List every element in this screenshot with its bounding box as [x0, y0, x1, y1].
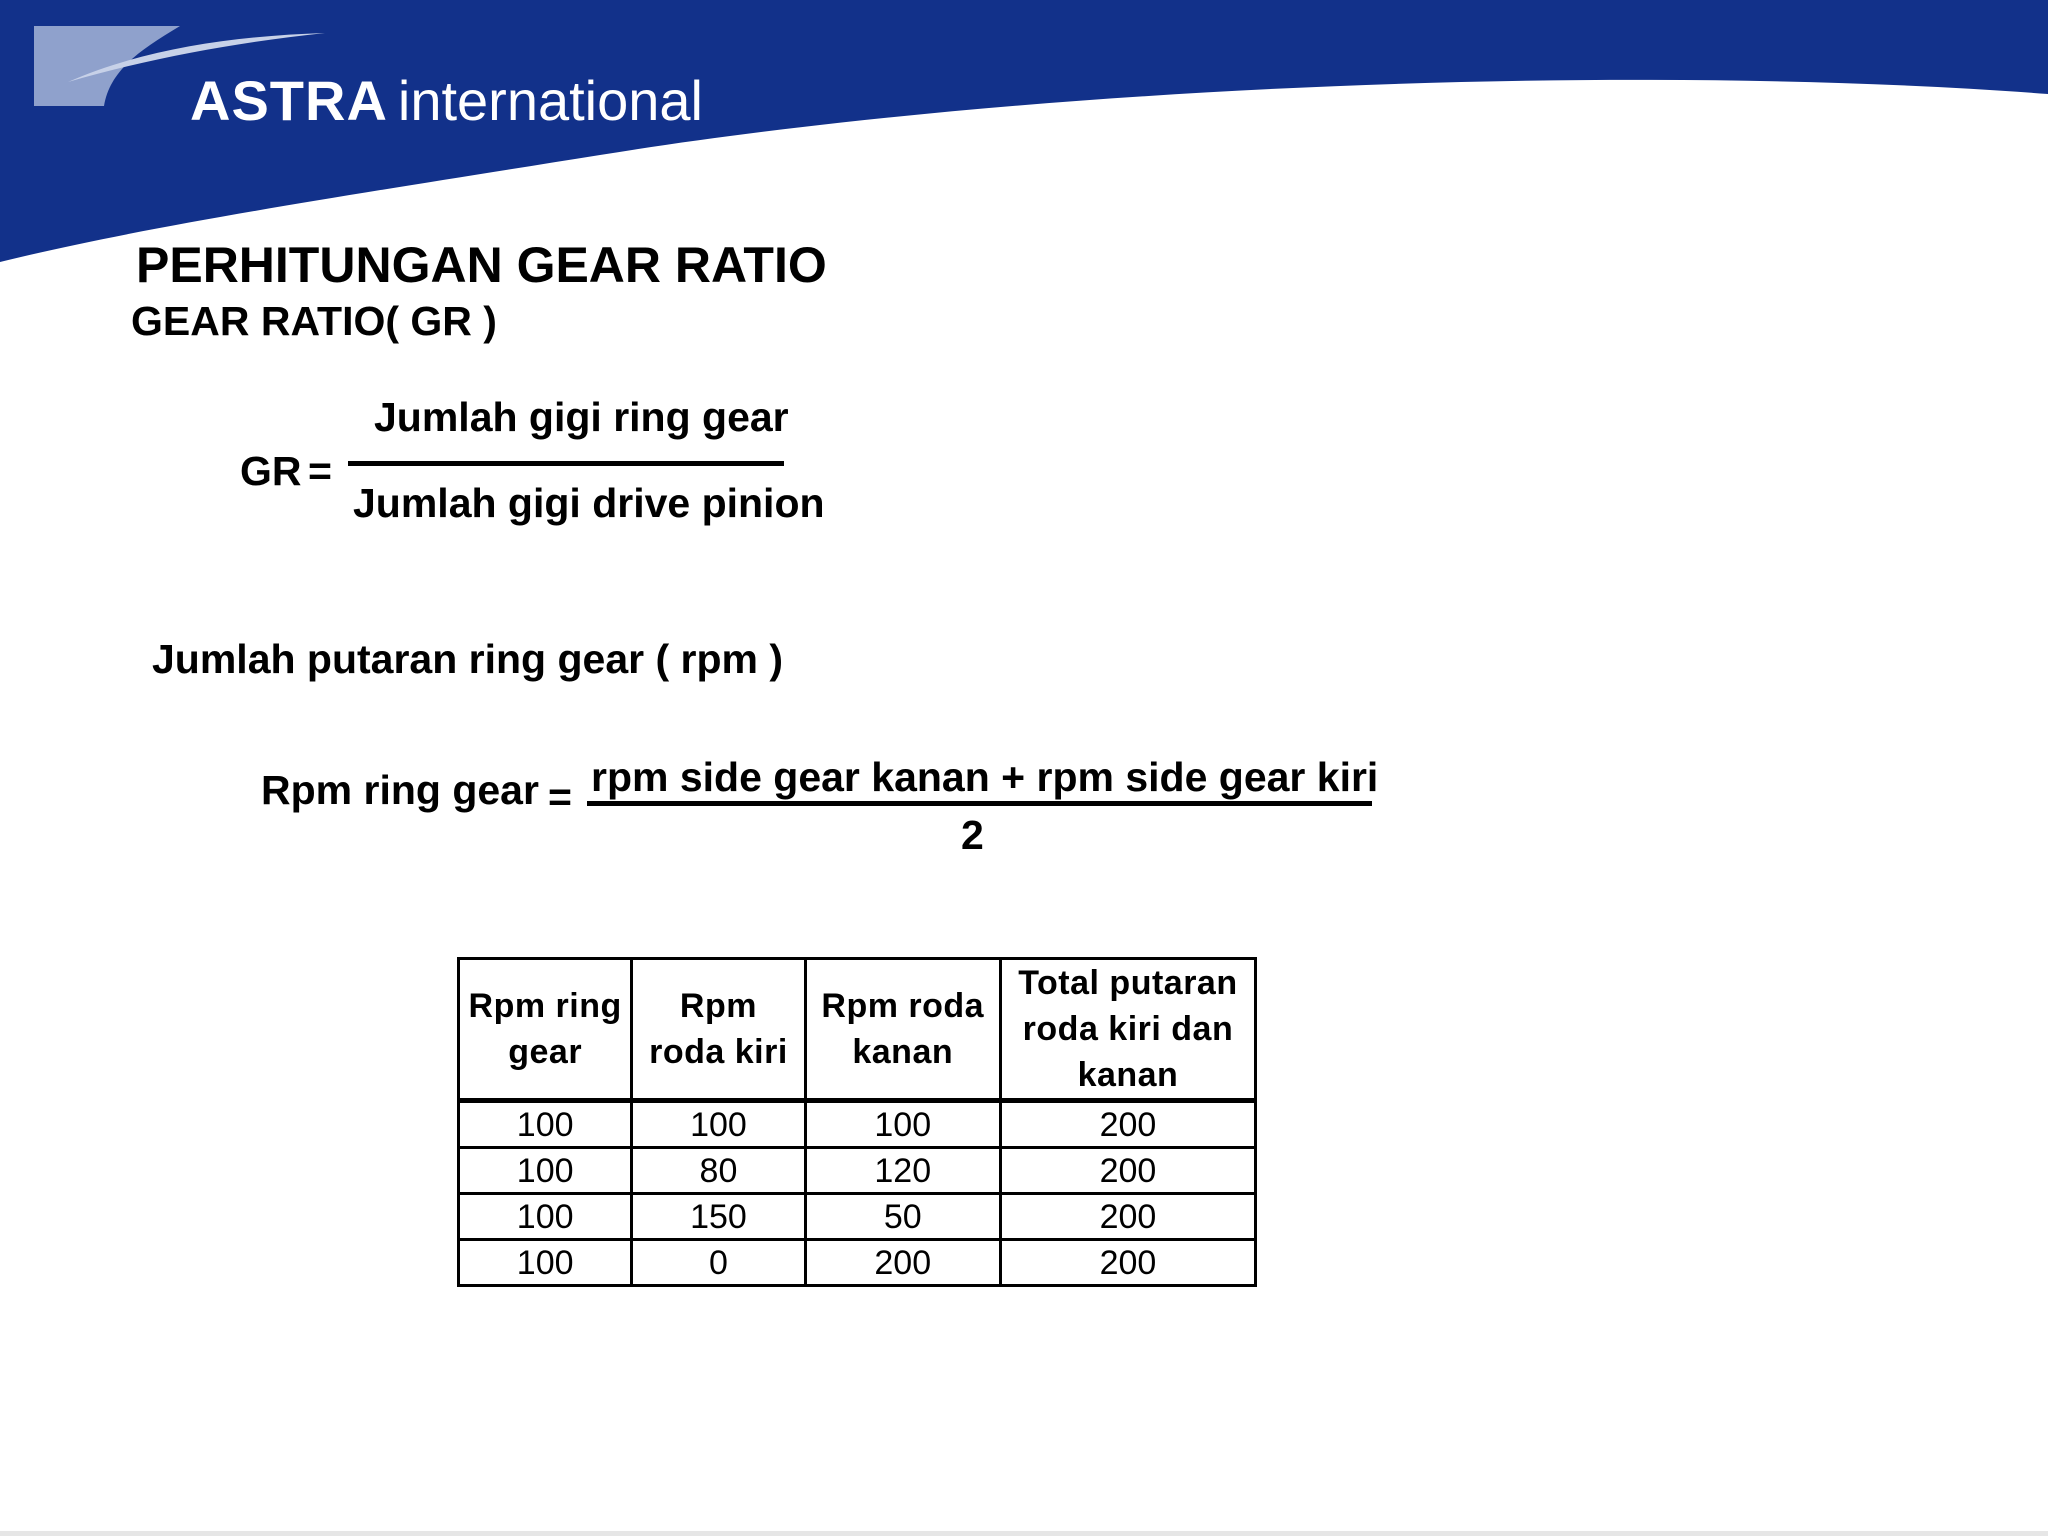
- table-cell: 0: [632, 1240, 805, 1286]
- header-line: kanan: [1077, 1056, 1179, 1094]
- table-cell: 120: [805, 1148, 1000, 1194]
- page-subtitle: GEAR RATIO( GR ): [131, 298, 497, 344]
- gr-formula-numerator: Jumlah gigi ring gear: [374, 394, 789, 440]
- header-line: Rpm: [679, 987, 757, 1025]
- table-cell: 100: [459, 1194, 632, 1240]
- table-cell: 200: [1000, 1194, 1255, 1240]
- table-cell: 200: [1000, 1148, 1255, 1194]
- table-cell: 100: [459, 1148, 632, 1194]
- gr-fraction-line: [348, 461, 784, 466]
- table-cell: 200: [1000, 1101, 1255, 1148]
- table-cell: 100: [632, 1101, 805, 1148]
- table-cell: 100: [459, 1101, 632, 1148]
- header-line: roda kiri dan: [1022, 1010, 1234, 1048]
- header-total-putaran: [1000, 959, 1255, 1101]
- rpm-table: [457, 957, 1257, 1287]
- rpm-fraction-line: [587, 801, 1372, 806]
- rpm-formula-equals: =: [548, 774, 572, 820]
- astra-logo: [190, 68, 703, 133]
- table-cell: 80: [632, 1148, 805, 1194]
- table-row: [459, 1240, 1256, 1286]
- gr-formula-denominator: Jumlah gigi drive pinion: [353, 480, 825, 526]
- page-title: PERHITUNGAN GEAR RATIO: [136, 237, 827, 293]
- header-rpm-roda-kiri: [632, 959, 805, 1101]
- header-line: Rpm roda: [821, 987, 985, 1025]
- table-cell: 50: [805, 1194, 1000, 1240]
- logo-suffix-text: international: [397, 69, 703, 132]
- table-row: [459, 1101, 1256, 1148]
- header-line: roda kiri: [649, 1033, 788, 1071]
- bottom-rule: [0, 1531, 2048, 1536]
- header-rpm-ring-gear: [459, 959, 632, 1101]
- table-cell: 100: [459, 1240, 632, 1286]
- gr-formula-equals: =: [308, 448, 332, 494]
- table-cell: 100: [805, 1101, 1000, 1148]
- rpm-formula-numerator: rpm side gear kanan + rpm side gear kiri: [591, 754, 1379, 800]
- rpm-formula-denominator: 2: [961, 812, 984, 858]
- table-cell: 200: [1000, 1240, 1255, 1286]
- header-line: kanan: [852, 1033, 954, 1071]
- table-header-row: [459, 959, 1256, 1101]
- header-rpm-roda-kanan: [805, 959, 1000, 1101]
- header-line: gear: [508, 1033, 583, 1071]
- rpm-heading: Jumlah putaran ring gear ( rpm ): [152, 636, 784, 682]
- gr-formula-label: GR: [240, 448, 302, 494]
- table-row: [459, 1148, 1256, 1194]
- header-line: Rpm ring: [468, 987, 622, 1025]
- table-cell: 200: [805, 1240, 1000, 1286]
- header-line: Total putaran: [1018, 964, 1238, 1002]
- table-cell: 150: [632, 1194, 805, 1240]
- rpm-formula-label: Rpm ring gear: [261, 767, 539, 813]
- logo-brand-text: ASTRA: [190, 69, 388, 132]
- table-row: [459, 1194, 1256, 1240]
